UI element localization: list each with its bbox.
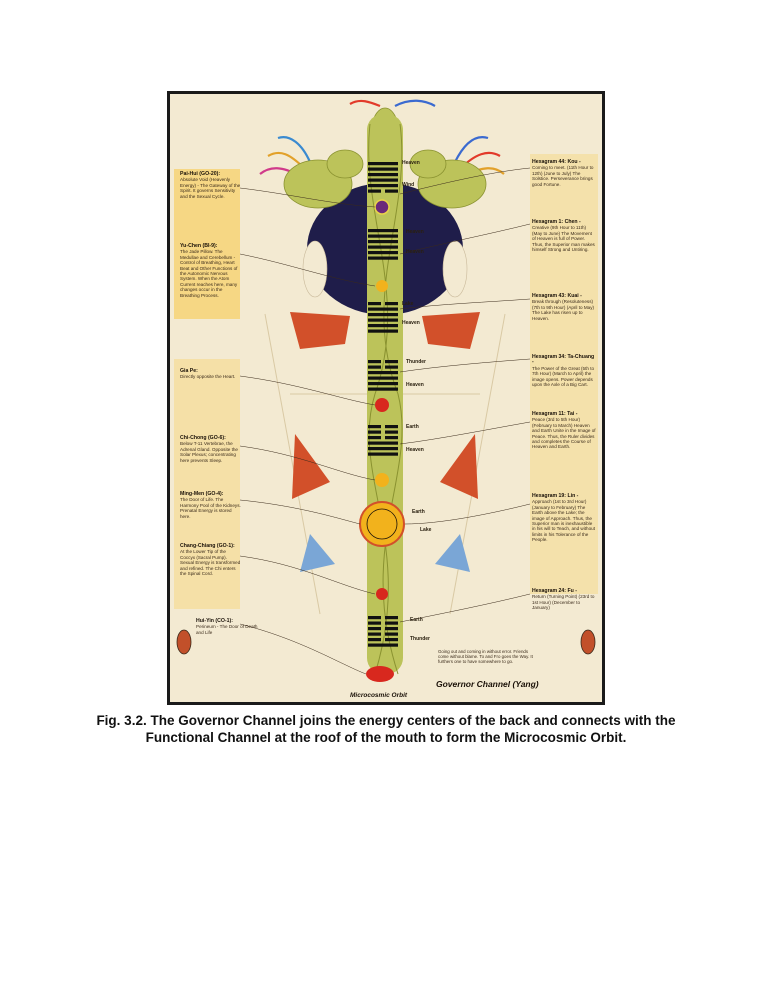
right-medallion: [581, 630, 595, 654]
right-label-hexagram-1: Hexagram 1: Chen - Creative (9th Hour to 11th) (May to June) The Movement of Heaven is full of Power. Thus, the Superior man makes himself Strong and Untiring.: [532, 219, 595, 253]
right-label-hexagram-43: Hexagram 43: Kuai - Break through (Resoluteness) (7th to 9th Hour) (April to May) The Lake has risen up to Heaven.: [532, 293, 595, 321]
hexagram-line: [368, 388, 398, 391]
bottom-note: Going out and coming in without error. Friends come without blame. To and Fro goes the Way. It furthers one to have somewhere to go.: [438, 649, 533, 665]
hexagram-broken-line: [368, 431, 381, 434]
hexagram-broken-line: [368, 638, 381, 641]
hexagram-line: [368, 179, 398, 182]
right-label-hexagram-11: Hexagram 11: Tai - Peace (3rd to 5th Hour) (February to March) Heaven and Earth Unite in the Image of Peace. Thus, the Ruler divides and completes the Course of Heaven and Earth.: [532, 411, 596, 450]
left-label-pai-hui: Pai-Hui (GO-20): Absolute Void (Heavenly Energy) - The Gateway of the Spirit. It governs Sensitivity and the Sexual Cycle.: [180, 171, 241, 199]
hexagram-broken-line: [368, 622, 381, 625]
hexagram-broken-line: [385, 633, 398, 636]
left-medallion: [177, 630, 191, 654]
hexagram-line: [368, 442, 398, 445]
trigram-label: Earth: [410, 617, 423, 623]
hexagram-line: [368, 377, 398, 380]
hexagram-broken-line: [385, 431, 398, 434]
hexagram-broken-line: [368, 360, 381, 363]
heart-center: [375, 398, 389, 412]
hexagram-broken-line: [385, 622, 398, 625]
hexagram-broken-line: [368, 190, 381, 193]
hexagram-line: [368, 453, 398, 456]
right-label-hexagram-34: Hexagram 34: Ta-Chuang - The Power of the Great (5th to 7th Hour) (March to April) the image opens. Power depends upon the Axle of a Big Cart.: [532, 354, 595, 388]
crown-center: [375, 200, 389, 214]
hexagram-line: [368, 371, 398, 374]
right-blue-flame: [435, 534, 470, 572]
trigram-label: Lake: [402, 301, 414, 307]
hexagram-broken-line: [385, 638, 398, 641]
hexagram-line: [368, 313, 398, 316]
hexagram-broken-line: [385, 627, 398, 630]
microcosmic-orbit-figure: [167, 91, 605, 705]
left-label-gia-pe: Gia Pe: Directly opposite the Heart.: [180, 368, 236, 380]
hexagram-line: [368, 257, 398, 260]
trigram-label: Heaven: [406, 447, 424, 453]
left-flame-mid: [292, 434, 330, 499]
hexagram-line: [368, 324, 398, 327]
hexagram-line: [368, 173, 398, 176]
left-label-yu-chen: Yu-Chen (BI-9): The Jade Pillow. The Medullae and Cerebellum - Control of Breathing, Heart Beat and Other Functions of the Autonomic Nervous System. When the Atom Current reaches here, many changes occur in the Breathing Process.: [180, 243, 238, 298]
hexagram-broken-line: [385, 425, 398, 428]
hexagram-broken-line: [368, 425, 381, 428]
left-label-ming-men: Ming-Men (GO-4): The Door of Life. The Harmony Pool of the Kidneys. Prenatal Energy is stored here.: [180, 491, 241, 519]
hexagram-line: [368, 330, 398, 333]
hexagram-broken-line: [368, 302, 381, 305]
trigram-label: Heaven: [402, 320, 420, 326]
hexagram-broken-line: [368, 633, 381, 636]
hexagram-line: [368, 447, 398, 450]
jade-pillow-center: [376, 280, 388, 292]
governor-channel-title: Governor Channel (Yang): [436, 679, 539, 689]
hexagram-broken-line: [385, 436, 398, 439]
trigram-label: Earth: [406, 424, 419, 430]
hexagram-broken-line: [385, 366, 398, 369]
left-label-chi-chong: Chi-Chong (GO-6): Below T-11 Vertebrae, the Adrenal Gland. Opposite the Solar Plexus; concentrating here prevents Sleep.: [180, 435, 238, 463]
hexagram-line: [368, 246, 398, 249]
hexagram-broken-line: [368, 627, 381, 630]
right-flame-mid: [440, 434, 478, 499]
hexagram-line: [368, 644, 398, 647]
right-wing: [422, 312, 480, 349]
hexagram-line: [368, 168, 398, 171]
right-label-hexagram-19: Hexagram 19: Lin - Approach (1st to 3rd Hour) (January to February) The Earth above the Lake; the image of Approach. Thus, the Superior man is inexhaustible in his will to Teach, and without limits in his Tolerance of the People.: [532, 493, 595, 543]
trigram-label: Thunder: [406, 359, 426, 365]
hexagram-line: [368, 162, 398, 165]
trigram-label: Thunder: [410, 636, 430, 642]
left-wing: [290, 312, 350, 349]
sacral-center: [376, 588, 388, 600]
hexagram-line: [368, 235, 398, 238]
adrenal-center: [375, 473, 389, 487]
hexagram-line: [368, 319, 398, 322]
perineum-center: [366, 666, 394, 682]
hexagram-broken-line: [385, 190, 398, 193]
hexagram-broken-line: [368, 366, 381, 369]
hexagram-broken-line: [385, 616, 398, 619]
hexagram-line: [368, 184, 398, 187]
hexagram-line: [368, 240, 398, 243]
hexagram-line: [368, 382, 398, 385]
hexagram-broken-line: [385, 360, 398, 363]
trigram-label: Heaven: [406, 229, 424, 235]
hexagram-broken-line: [368, 616, 381, 619]
left-label-hui-yin: Hui-Yin (CO-1): Perineum - The Door of Death and Life: [196, 618, 258, 635]
trigram-label: Lake: [420, 527, 432, 533]
hexagram-line: [368, 251, 398, 254]
figure-caption: Fig. 3.2. The Governor Channel joins the energy centers of the back and connects with the Functional Channel at the roof of the mouth to form the Microcosmic Orbit.: [96, 713, 676, 745]
left-blue-flame: [300, 534, 335, 572]
left-label-chang-chiang: Chang-Chiang (GO-1): At the Lower Tip of the Coccyx (Sacral Pump). Sexual Energy is transformed and refined. The Chi enters the Spinal Cord.: [180, 543, 241, 577]
trigram-label: Heaven: [402, 160, 420, 166]
hexagram-broken-line: [368, 436, 381, 439]
hexagram-broken-line: [385, 302, 398, 305]
trigram-label: Wind: [402, 182, 415, 188]
trigram-label: Heaven: [406, 382, 424, 388]
right-label-hexagram-44: Hexagram 44: Kou - Coming to meet. (11th Hour to 12th) (June to July) The Solstice. Perseverance brings good Fortune.: [532, 159, 594, 187]
trigram-label: Earth: [412, 509, 425, 515]
trigram-label: Heaven: [406, 249, 424, 255]
hexagram-line: [368, 229, 398, 232]
right-label-hexagram-24: Hexagram 24: Fu - Return (Turning Point) (23rd to 1st Hour) (December to January): [532, 588, 595, 611]
microcosmic-orbit-label: Microcosmic Orbit: [350, 692, 408, 699]
hexagram-line: [368, 308, 398, 311]
